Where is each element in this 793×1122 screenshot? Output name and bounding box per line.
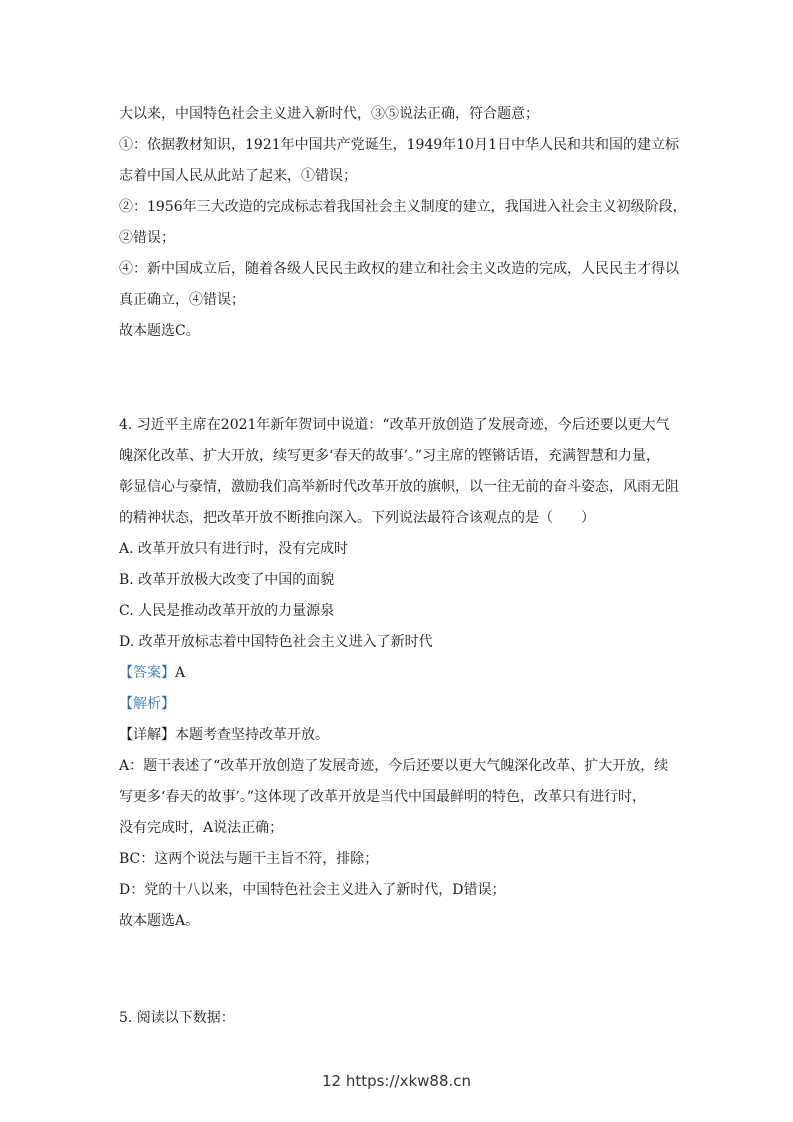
- option-b: B. 改革开放极大改变了中国的面貌: [119, 572, 335, 588]
- text-line: ①：依据教材知识，1921年中国共产党诞生，1949年10月1日中华人民和共和国的建立标: [119, 137, 679, 153]
- text-line: 志着中国人民从此站了起来，①错误；: [119, 168, 357, 184]
- answer-value: A: [175, 665, 186, 681]
- detail-line: 写更多‘春天的故事’。”这体现了改革开放是当代中国最鲜明的特色，改革只有进行时，: [119, 789, 647, 805]
- page-number: 12: [321, 1072, 342, 1090]
- question-stem-line: 魄深化改革、扩大开放，续写更多‘春天的故事’。”习主席的铿锵话语，充满智慧和力量，: [119, 448, 661, 464]
- question-stem-line: 彰显信心与豪情，激励我们高举新时代改革开放的旗帜，以一往无前的奋斗姿态，风雨无阻: [119, 479, 679, 495]
- option-d: D. 改革开放标志着中国特色社会主义进入了新时代: [119, 634, 433, 650]
- answer-line: [119, 664, 185, 682]
- question-stem-line: 5. 阅读以下数据：: [119, 1010, 235, 1026]
- detail-line: 【详解】本题考查坚持改革开放。: [119, 727, 329, 743]
- option-c: C. 人民是推动改革开放的力量源泉: [119, 603, 335, 619]
- conclusion-line: 故本题选A。: [119, 913, 200, 929]
- text-line: 真正确立，④错误；: [119, 292, 245, 308]
- text-line: 大以来，中国特色社会主义进入新时代，③⑤说法正确，符合题意；: [119, 106, 539, 122]
- text-line: ②错误；: [119, 230, 175, 246]
- answer-tag: 【答案】: [119, 665, 175, 681]
- text-line: ④：新中国成立后，随着各级人民民主政权的建立和社会主义改造的完成，人民民主才得以: [119, 261, 679, 277]
- detail-line: BC：这两个说法与题干主旨不符，排除；: [119, 851, 379, 867]
- detail-line: D：党的十八以来，中国特色社会主义进入了新时代，D错误；: [119, 882, 506, 898]
- detail-line: A：题干表述了“改革开放创造了发展奇迹，今后还要以更大气魄深化改革、扩大开放，续: [119, 758, 669, 774]
- detail-line: 没有完成时，A说法正确；: [119, 820, 284, 836]
- text-line: ②：1956年三大改造的完成标志着我国社会主义制度的建立，我国进入社会主义初级阶段，: [119, 199, 687, 215]
- question-stem-line: 的精神状态，把改革开放不断推向深入。下列说法最符合该观点的是（ ）: [119, 510, 595, 526]
- page-footer: [0, 1072, 793, 1090]
- footer-url: https://xkw88.cn: [345, 1072, 472, 1090]
- analysis-tag: 【解析】: [119, 696, 175, 712]
- option-a: A. 改革开放只有进行时，没有完成时: [119, 541, 349, 557]
- question-stem-line: 4. 习近平主席在2021年新年贺词中说道：“改革开放创造了发展奇迹，今后还要以更大气: [119, 417, 670, 433]
- conclusion-line: 故本题选C。: [119, 323, 200, 339]
